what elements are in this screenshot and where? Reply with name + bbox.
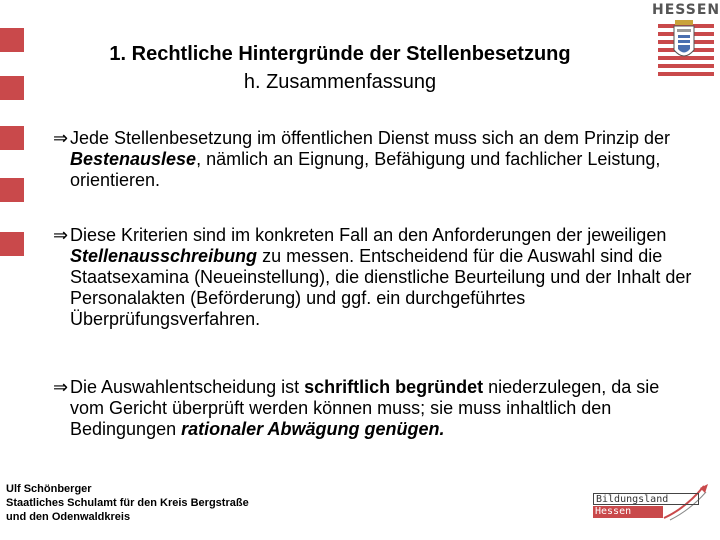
bildungsland-logo-bottom: Hessen [593, 506, 663, 518]
title-line-1: 1. Rechtliche Hintergründe der Stellenbesetzung [109, 43, 571, 65]
slide-title [60, 40, 620, 96]
left-decor-square [0, 232, 24, 256]
bullet-2-part-1: Diese Kriterien sind im konkreten Fall an den Anforderungen der jeweiligen [70, 225, 667, 245]
bullet-1-text [53, 128, 693, 191]
bullet-3-strong: schriftlich begründet [304, 377, 484, 397]
bullet-1-part-1: Jede Stellenbesetzung im öffentlichen Dienst muss sich an dem Prinzip der [70, 128, 670, 148]
bullet-3-text [53, 377, 693, 440]
footer-line-2: Staatliches Schulamt für den Kreis Bergstraße [6, 497, 249, 509]
bullet-3-part-2: niederzulegen, da sie vom Gericht überprüft werden können muss; sie muss inhaltlich den Bedingungen [70, 377, 660, 439]
left-decor-square [0, 126, 24, 150]
bullet-1-part-2: , nämlich an Eignung, Befähigung und fachlicher Leistung, orientieren. [70, 149, 661, 190]
footer-line-3: und den Odenwaldkreis [6, 511, 131, 523]
footer-line-1: Ulf Schönberger [6, 483, 92, 495]
bullet-2-text [53, 225, 693, 330]
bullet-2 [53, 225, 693, 330]
bullet-2-emphasis: Stellenausschreibung [70, 246, 258, 266]
bildungsland-logo-top: Bildungsland [593, 493, 699, 505]
footer-author [6, 482, 249, 524]
bullet-3-part-1: Die Auswahlentscheidung ist [70, 377, 305, 397]
left-decor-square [0, 28, 24, 52]
left-decor-square [0, 178, 24, 202]
hessen-coat-of-arms-icon [650, 2, 718, 78]
arrow-right-icon: ⇒ [53, 377, 69, 397]
left-decor-square [0, 76, 24, 100]
bullet-3-emphasis: rationaler Abwägung genügen. [181, 419, 445, 439]
hessen-logo-text: HESSEN [652, 2, 720, 18]
bullet-1 [53, 128, 693, 191]
bullet-2-part-2: zu messen. Entscheidend für die Auswahl sind die Staatsexamina (Neueinstellung), die dienstliche Beurteilung und der Inhalt der Personalakten (Beförderung) und ggf. ein durchgeführtes Überprüfungsverfahren. [70, 246, 692, 329]
arrow-right-icon: ⇒ [53, 128, 69, 148]
title-line-2: h. Zusammenfassung [243, 71, 437, 93]
arrow-right-icon: ⇒ [53, 225, 69, 245]
bullet-1-emphasis: Bestenauslese [70, 149, 197, 169]
bullet-3 [53, 377, 693, 440]
